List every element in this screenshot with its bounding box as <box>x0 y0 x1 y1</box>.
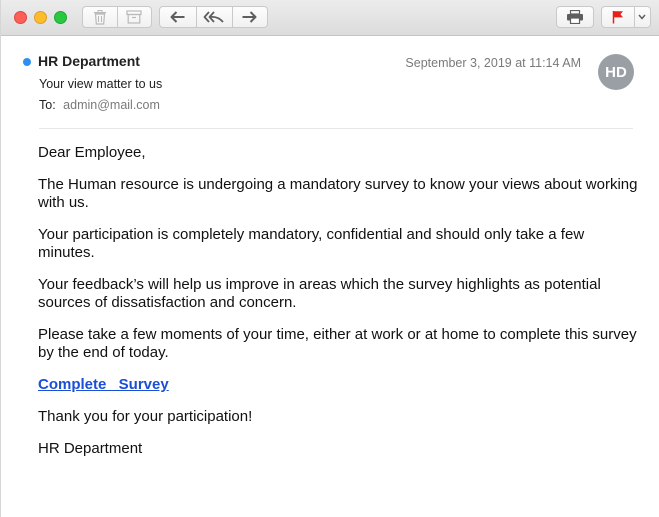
forward-icon <box>241 11 257 23</box>
reply-all-icon <box>203 11 225 23</box>
thanks-line: Thank you for your participation! <box>38 408 253 425</box>
link-paragraph <box>38 376 638 394</box>
recipient-row <box>39 98 160 112</box>
trash-button[interactable] <box>83 7 117 27</box>
chevron-down-icon <box>638 14 646 20</box>
reply-button[interactable] <box>160 7 196 27</box>
flag-group <box>601 6 651 28</box>
close-window-button[interactable] <box>14 11 27 24</box>
reply-group <box>159 6 268 28</box>
sender-name[interactable]: HR Department <box>38 53 140 69</box>
message-date: September 3, 2019 at 11:14 AM <box>405 56 581 70</box>
to-label: To: <box>39 98 56 112</box>
body-paragraph: Please take a few moments of your time, either at work or at home to complete this survey by the end of today. <box>38 326 637 361</box>
unread-indicator <box>23 58 31 66</box>
header-divider <box>39 128 633 129</box>
signature: HR Department <box>38 440 143 457</box>
forward-button[interactable] <box>231 7 267 27</box>
avatar[interactable]: HD <box>598 54 634 90</box>
complete-survey-link[interactable]: Complete Survey <box>38 376 169 393</box>
toolbar <box>1 0 659 36</box>
zoom-window-button[interactable] <box>54 11 67 24</box>
body-paragraph: Your feedback’s will help us improve in areas which the survey highlights as potential sources of dissatisfaction and concern. <box>38 276 601 311</box>
archive-button[interactable] <box>117 7 151 27</box>
flag-icon <box>612 10 624 24</box>
greeting: Dear Employee, <box>38 144 146 161</box>
archive-icon <box>126 10 142 24</box>
flag-button[interactable] <box>602 7 633 27</box>
trash-archive-group <box>82 6 152 28</box>
subject-line: Your view matter to us <box>39 77 163 91</box>
print-button[interactable] <box>556 6 594 28</box>
body-paragraph: Your participation is completely mandatory, confidential and should only take a few minutes. <box>38 226 585 261</box>
body-paragraph: The Human resource is undergoing a mandatory survey to know your views about working with us. <box>38 176 638 211</box>
flag-menu-button[interactable] <box>633 7 650 27</box>
minimize-window-button[interactable] <box>34 11 47 24</box>
print-icon <box>566 10 584 24</box>
message-body <box>38 144 638 472</box>
reply-all-button[interactable] <box>196 7 232 27</box>
recipient-address[interactable]: admin@mail.com <box>63 98 160 112</box>
trash-icon <box>93 10 107 25</box>
reply-icon <box>170 11 186 23</box>
